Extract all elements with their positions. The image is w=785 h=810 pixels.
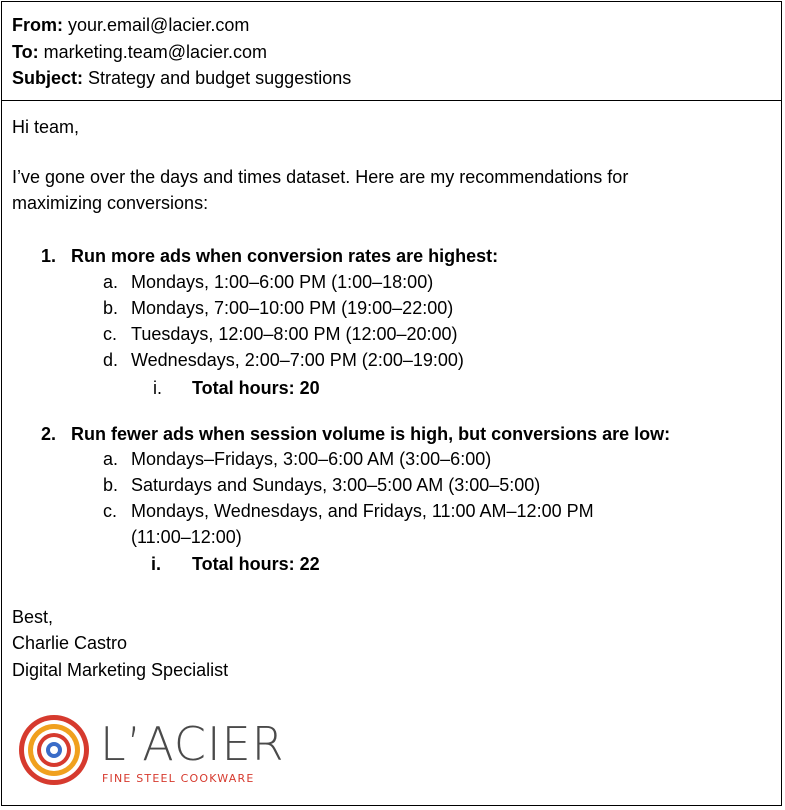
lacier-logo-svg <box>14 712 324 792</box>
section2-item-a: Mondays–Fridays, 3:00–6:00 AM (3:00–6:00) <box>131 449 492 469</box>
from-label: From: <box>12 15 63 35</box>
section2-item-b: Saturdays and Sundays, 3:00–5:00 AM (3:00–5:00) <box>131 475 541 495</box>
logo-tagline: FINE STEEL COOKWARE <box>102 772 255 785</box>
sender-name: Charlie Castro <box>12 633 128 653</box>
section1-item-b-marker: b. <box>103 298 119 318</box>
section1-item-d: Wednesdays, 2:00–7:00 PM (2:00–19:00) <box>131 350 464 370</box>
section1-item-a-marker: a. <box>103 272 119 292</box>
section2-title: Run fewer ads when session volume is high, but conversions are low: <box>71 424 671 444</box>
sender-role: Digital Marketing Specialist <box>12 660 229 680</box>
section2-item-b-marker: b. <box>103 475 119 495</box>
section1-number: 1. <box>41 246 57 266</box>
logo-wordmark: L’ACIER <box>100 717 285 771</box>
section1-item-d-marker: d. <box>103 350 119 370</box>
subject-line <box>12 65 351 91</box>
section1-total-marker: i. <box>153 378 162 398</box>
section1-title: Run more ads when conversion rates are highest: <box>71 246 499 266</box>
from-value[interactable]: your.email@lacier.com <box>68 15 250 35</box>
lacier-logo <box>14 712 324 797</box>
subject-label: Subject: <box>12 68 84 88</box>
section1-item-a: Mondays, 1:00–6:00 PM (1:00–18:00) <box>131 272 434 292</box>
email-header <box>2 2 781 101</box>
section2-number: 2. <box>41 424 57 444</box>
greeting: Hi team, <box>12 117 80 137</box>
intro-line-1: I’ve gone over the days and times dataset. Here are my recommendations for <box>12 167 629 187</box>
section1-item-c: Tuesdays, 12:00–8:00 PM (12:00–20:00) <box>131 324 458 344</box>
section1-item-b: Mondays, 7:00–10:00 PM (19:00–22:00) <box>131 298 454 318</box>
section2-item-a-marker: a. <box>103 449 119 469</box>
section1-item-c-marker: c. <box>103 324 118 344</box>
to-line <box>12 39 267 65</box>
section2-item-c: Mondays, Wednesdays, and Fridays, 11:00 AM–12:00 PM <box>131 501 594 521</box>
email-frame <box>1 1 782 806</box>
to-value[interactable]: marketing.team@lacier.com <box>43 42 268 62</box>
to-label: To: <box>12 42 39 62</box>
section2-item-c-marker: c. <box>103 501 118 521</box>
subject-value: Strategy and budget suggestions <box>88 68 352 88</box>
section1-total: Total hours: 20 <box>192 378 320 398</box>
section2-total: Total hours: 22 <box>192 554 320 574</box>
section2-item-c-continued: (11:00–12:00) <box>131 527 242 547</box>
intro-line-2: maximizing conversions: <box>12 193 209 213</box>
section2-total-marker: i. <box>151 554 162 574</box>
from-line <box>12 12 249 38</box>
signoff: Best, <box>12 607 54 627</box>
